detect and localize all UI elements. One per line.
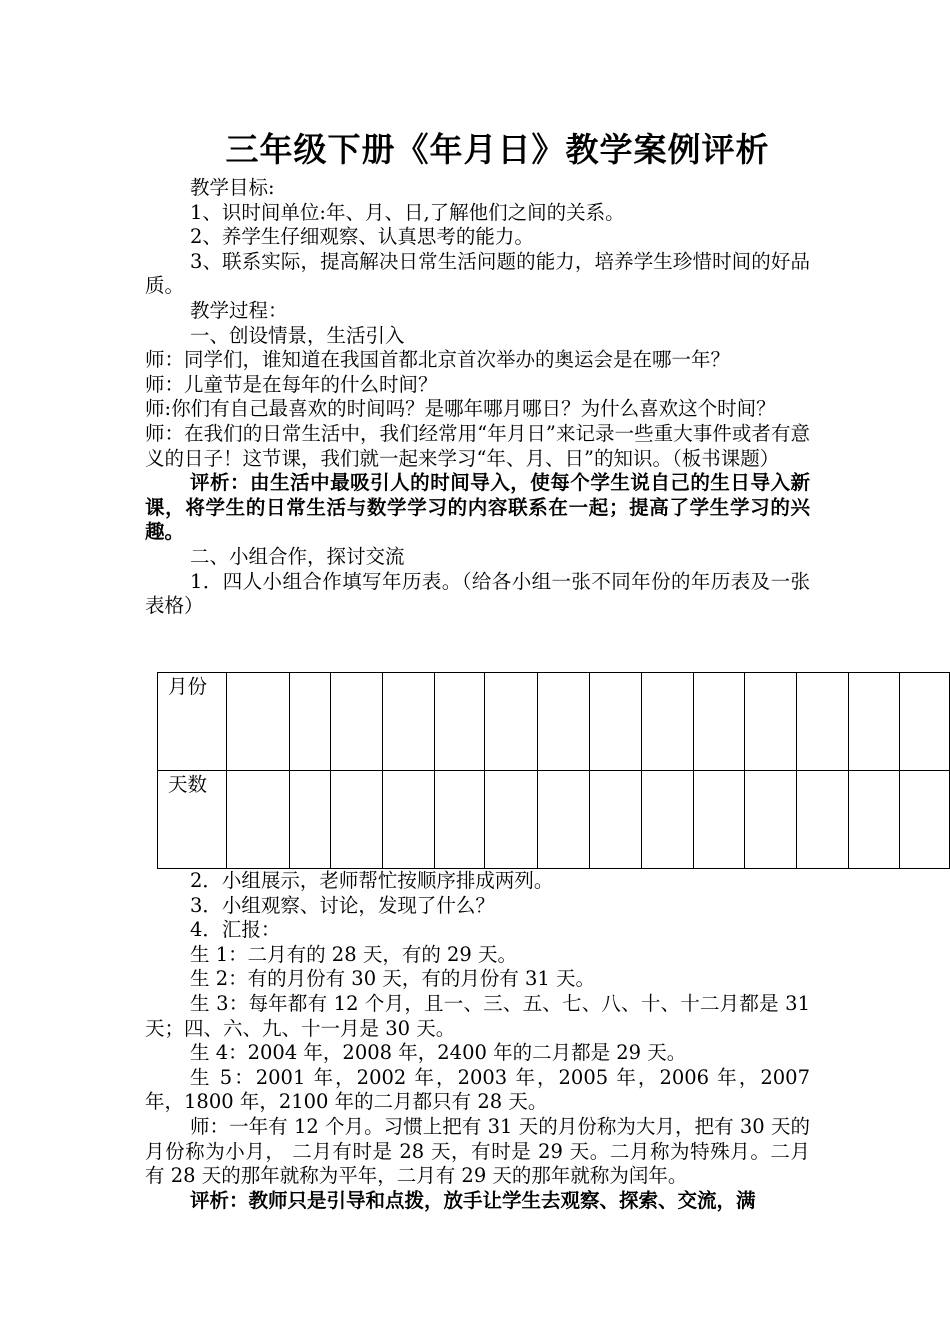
table-row-months [158, 673, 950, 771]
table-cell [330, 673, 382, 771]
table-cell [796, 771, 848, 869]
table-cell [227, 673, 290, 771]
table-cell [796, 673, 848, 771]
goal-3: 3、联系实际，提高解决日常生活问题的能力，培养学生珍惜时间的好品质。 [145, 249, 810, 298]
table-cell [693, 673, 744, 771]
table-cell [899, 673, 949, 771]
review-2: 评析：教师只是引导和点拨，放手让学生去观察、探索、交流，满 [190, 1188, 756, 1212]
student-answer-2: 生 2：有的月份有 30 天，有的月份有 31 天。 [190, 967, 596, 991]
table-cell [484, 673, 537, 771]
table-cell [290, 771, 330, 869]
table-cell [382, 673, 434, 771]
table-row-days [158, 771, 950, 869]
table-cell [641, 673, 693, 771]
document-title: 三年级下册《年月日》教学案例评析 [225, 130, 770, 169]
teacher-question-3: 师:你们有自己最喜欢的时间吗？是哪年哪月哪日？为什么喜欢这个时间？ [145, 397, 776, 421]
table-cell-month-label: 月份 [158, 673, 227, 771]
table-cell [537, 771, 589, 869]
student-answer-1: 生 1：二月有的 28 天，有的 29 天。 [190, 942, 518, 966]
step-1: 1．四人小组合作填写年历表。（给各小组一张不同年份的年历表及一张表格） [145, 569, 810, 618]
teacher-question-4: 师：在我们的日常生活中，我们经常用“年月日”来记录一些重大事件或者有意义的日子！这节课，我们就一起来学习“年、月、日”的知识。（板书课题） [145, 421, 810, 470]
table-cell-days-label: 天数 [158, 771, 227, 869]
table-cell [641, 771, 693, 869]
review-1: 评析：由生活中最吸引人的时间导入，使每个学生说自己的生日导入新课，将学生的日常生活与数学学习的内容联系在一起；提高了学生学习的兴趣。 [145, 471, 810, 544]
teacher-summary: 师：一年有 12 个月。习惯上把有 31 天的月份称为大月，把有 30 天的月份称为小月， 二月有时是 28 天，有时是 29 天。二月称为特殊月。二月有 28 天的那年就称为平年，二月有 29 天的那年就称为闰年。 [145, 1114, 810, 1188]
goal-2: 2、养学生仔细观察、认真思考的能力。 [190, 225, 534, 249]
table-cell [290, 673, 330, 771]
step-3: 3．小组观察、讨论，发现了什么？ [190, 893, 495, 917]
table-cell [744, 771, 796, 869]
teacher-question-2: 师：儿童节是在每年的什么时间？ [145, 372, 438, 396]
student-answer-4: 生 4：2004 年，2008 年，2400 年的二月都是 29 天。 [190, 1041, 687, 1065]
table-cell [589, 673, 641, 771]
text-block-upper [145, 176, 810, 619]
teacher-question-1: 师：同学们，谁知道在我国首都北京首次举办的奥运会是在哪一年？ [145, 348, 731, 372]
goals-heading: 教学目标: [190, 176, 275, 199]
table-cell [382, 771, 434, 869]
table-cell [537, 673, 589, 771]
process-heading: 教学过程： [190, 298, 288, 322]
student-answer-5: 生 5：2001 年，2002 年，2003 年，2005 年，2006 年，2007 年，1800 年，2100 年的二月都只有 28 天。 [145, 1065, 810, 1114]
table-cell [484, 771, 537, 869]
table-cell [434, 771, 484, 869]
section-2-heading: 二、小组合作，探讨交流 [190, 544, 405, 568]
student-answer-3: 生 3：每年都有 12 个月，且一、三、五、七、八、十、十二月都是 31 天；四、六、九、十一月是 30 天。 [145, 991, 810, 1040]
table-cell [330, 771, 382, 869]
section-1-heading: 一、创设情景，生活引入 [190, 323, 405, 347]
text-block-lower [145, 869, 810, 1213]
step-4: 4．汇报： [190, 918, 281, 942]
table-cell [693, 771, 744, 869]
month-days-table [157, 672, 950, 869]
step-2: 2．小组展示，老师帮忙按顺序排成两列。 [190, 869, 554, 892]
table-cell [848, 771, 899, 869]
table-cell [589, 771, 641, 869]
table-cell [227, 771, 290, 869]
goal-1: 1、识时间单位:年、月、日,了解他们之间的关系。 [190, 200, 625, 224]
table-cell [744, 673, 796, 771]
table-cell [899, 771, 949, 869]
table-cell [848, 673, 899, 771]
table-cell [434, 673, 484, 771]
